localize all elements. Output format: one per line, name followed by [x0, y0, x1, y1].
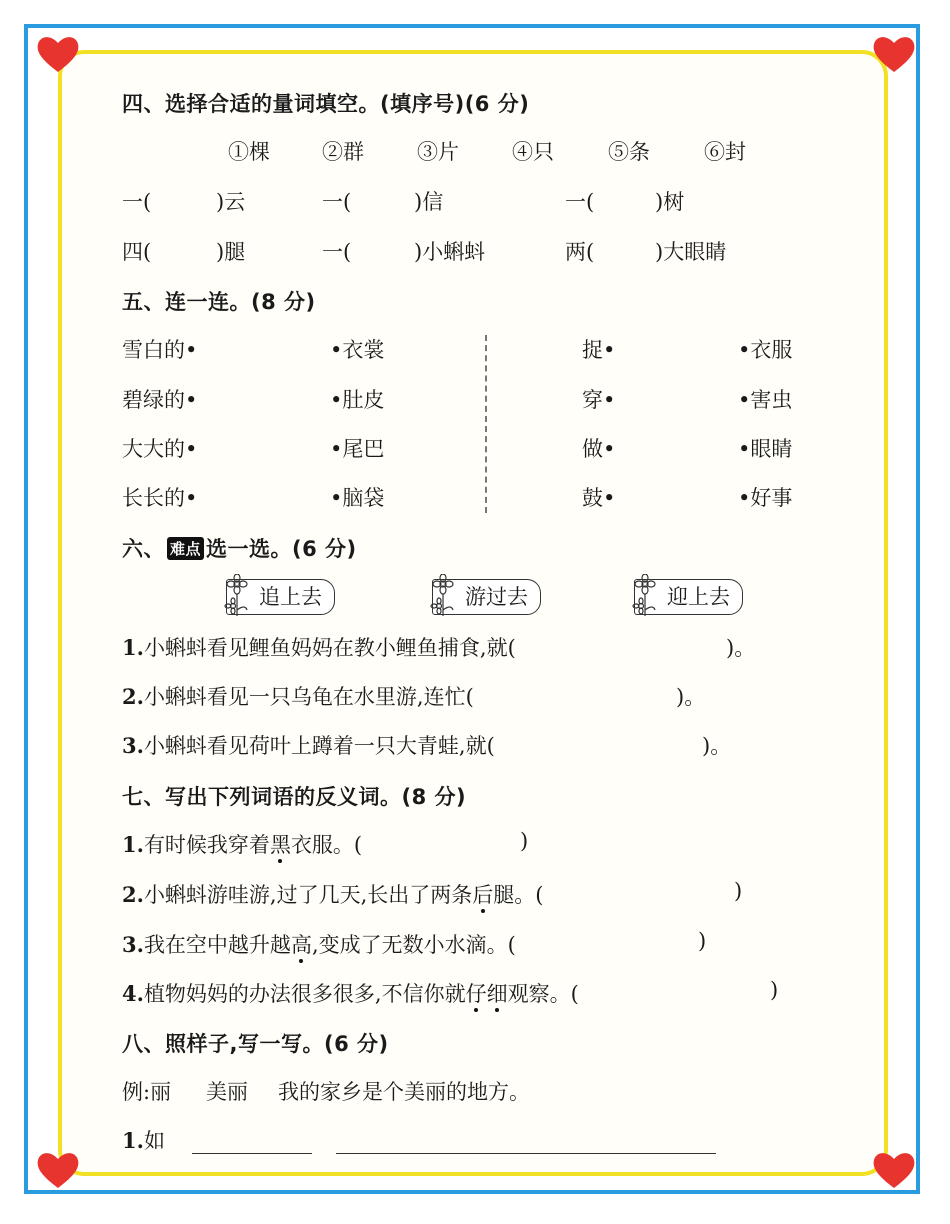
question-item: 3.我在空中越升越高,变成了无数小水滴。(: [122, 932, 516, 957]
question-item: 1.如: [122, 1128, 165, 1153]
match-right-target: •衣服: [738, 338, 793, 362]
section-7-heading: 七、写出下列词语的反义词。(8 分): [122, 785, 467, 809]
difficulty-badge: 难点: [167, 537, 204, 560]
match-left-word: 碧绿的•: [122, 388, 198, 412]
dashed-divider: [485, 335, 487, 513]
blank-word: )树: [655, 190, 685, 214]
blank-open: 一(: [322, 190, 352, 214]
blank-word: )信: [414, 190, 444, 214]
match-left-target: •脑袋: [330, 486, 385, 510]
question-close: )。: [676, 685, 706, 709]
flower-icon: [427, 574, 459, 618]
question-item: 2.小蝌蚪看见一只乌龟在水里游,连忙(: [122, 684, 474, 709]
match-left-word: 大大的•: [122, 437, 198, 461]
blank-word: )云: [216, 190, 246, 214]
option-5: ⑤条: [608, 140, 650, 164]
chip-label: 游过去: [465, 585, 528, 609]
blank-word: )小蝌蚪: [414, 240, 486, 264]
section-4-heading: 四、选择合适的量词填空。(填序号)(6 分): [122, 92, 530, 116]
question-item: 2.小蝌蚪游哇游,过了几天,长出了两条后腿。(: [122, 882, 544, 907]
option-1: ①棵: [228, 140, 270, 164]
question-close: ): [734, 879, 743, 903]
match-right-word: 鼓•: [582, 486, 616, 510]
question-close: )。: [726, 636, 756, 660]
question-close: )。: [702, 734, 732, 758]
match-left-word: 雪白的•: [122, 338, 198, 362]
flower-icon: [629, 574, 661, 618]
flower-icon: [221, 574, 253, 618]
answer-line: [336, 1153, 716, 1154]
question-close: ): [770, 978, 779, 1002]
question-close: ): [520, 829, 529, 853]
heart-icon: [872, 1150, 916, 1190]
match-right-word: 穿•: [582, 388, 616, 412]
match-right-word: 捉•: [582, 338, 616, 362]
question-item: 1.小蝌蚪看见鲤鱼妈妈在教小鲤鱼捕食,就(: [122, 635, 516, 660]
heart-icon: [36, 1150, 80, 1190]
section-5-heading: 五、连一连。(8 分): [122, 290, 316, 314]
answer-line: [192, 1153, 312, 1154]
blank-word: )大眼睛: [655, 240, 727, 264]
choice-chip: [634, 579, 743, 615]
blank-open: 一(: [565, 190, 595, 214]
option-6: ⑥封: [704, 140, 746, 164]
blank-word: )腿: [216, 240, 246, 264]
question-item: 3.小蝌蚪看见荷叶上蹲着一只大青蛙,就(: [122, 733, 495, 758]
blank-open: 两(: [565, 240, 595, 264]
match-left-target: •肚皮: [330, 388, 385, 412]
blank-open: 四(: [122, 240, 152, 264]
match-right-target: •好事: [738, 486, 793, 510]
question-item: 1.有时候我穿着黑衣服。(: [122, 832, 363, 857]
example-prefix: 例:丽: [122, 1080, 172, 1104]
question-item: 4.植物妈妈的办法很多很多,不信你就仔细观察。(: [122, 981, 579, 1006]
heart-icon: [872, 34, 916, 74]
chip-label: 追上去: [259, 585, 322, 609]
question-close: ): [698, 929, 707, 953]
match-right-word: 做•: [582, 437, 616, 461]
match-left-word: 长长的•: [122, 486, 198, 510]
choice-chip: [432, 579, 541, 615]
blank-open: 一(: [122, 190, 152, 214]
match-right-target: •害虫: [738, 388, 793, 412]
section-8-heading: 八、照样子,写一写。(6 分): [122, 1032, 389, 1056]
match-left-target: •尾巴: [330, 437, 385, 461]
blank-open: 一(: [322, 240, 352, 264]
heart-icon: [36, 34, 80, 74]
example-sentence: 我的家乡是个美丽的地方。: [278, 1080, 530, 1104]
chip-label: 迎上去: [667, 585, 730, 609]
option-3: ③片: [417, 140, 459, 164]
match-right-target: •眼睛: [738, 437, 793, 461]
match-left-target: •衣裳: [330, 338, 385, 362]
section-6-heading: 六、 难点 选一选。(6 分): [122, 537, 357, 561]
choice-chip: [226, 579, 335, 615]
example-word: 美丽: [206, 1080, 248, 1104]
option-4: ④只: [512, 140, 554, 164]
option-2: ②群: [322, 140, 364, 164]
